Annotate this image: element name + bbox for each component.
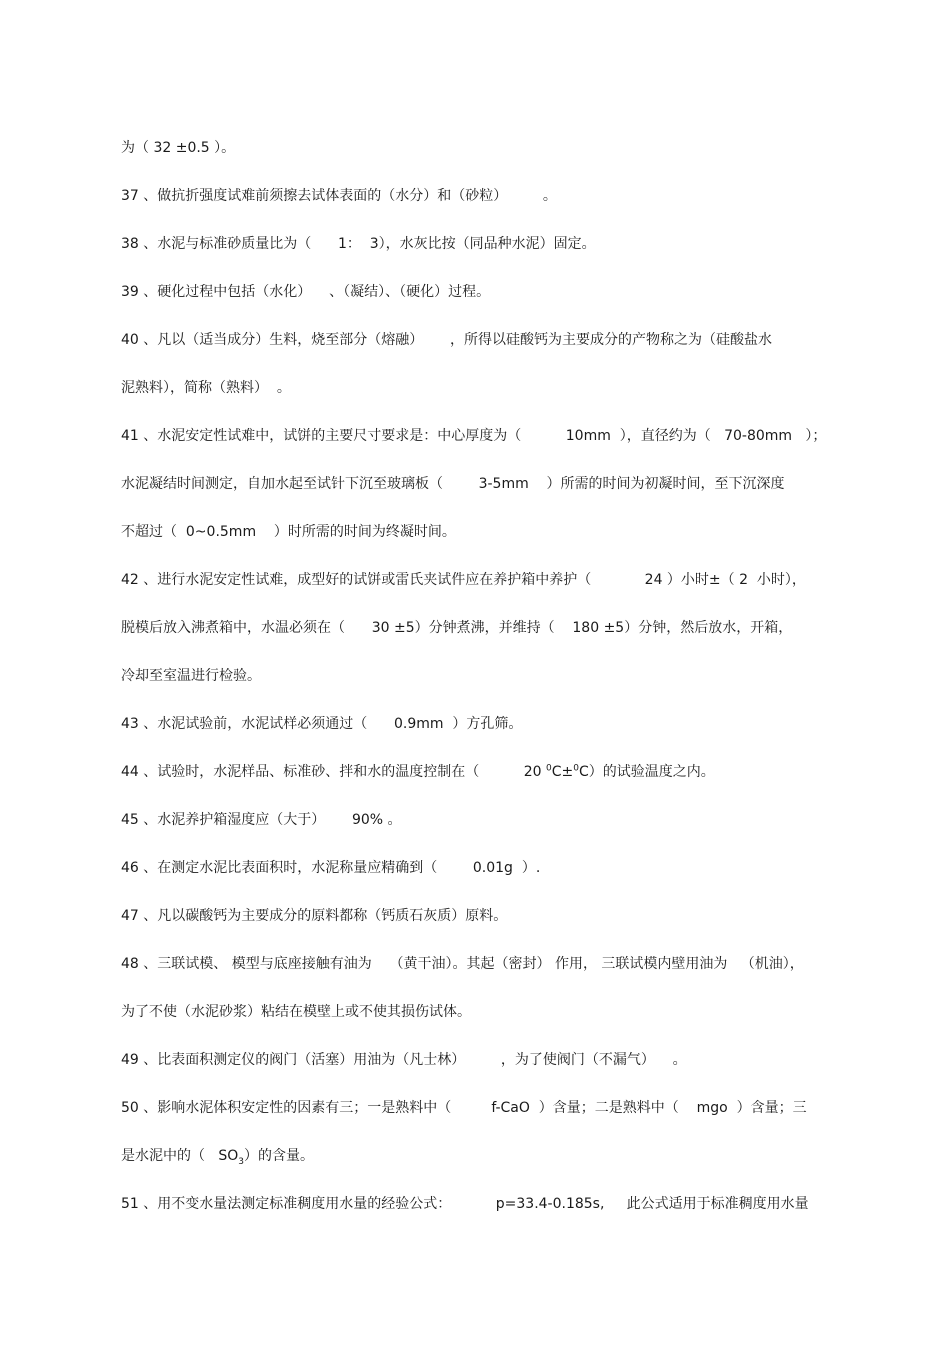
q50-tail: ）的含量。 [244,1148,314,1164]
text-line-41-cont-1: 水泥凝结时间测定，自加水起至试针下沉至玻璃板（ 3-5mm ）所需的时间为初凝时间，至下沉深度 [121,476,785,492]
text-line-42: 42 、进行水泥安定性试难，成型好的试饼或雷氏夹试件应在养护箱中养护（ 24 ）小时±（ 2 小时）， [121,572,806,588]
text-line-50-cont [121,1147,314,1165]
text-line-36-cont: 为（ 32 ±0.5 ）。 [121,140,236,156]
text-line-42-cont-2: 冷却至室温进行检验。 [121,668,261,684]
text-line-42-cont-1: 脱模后放入沸煮箱中，水温必须在（ 30 ±5）分钟煮沸，并维持（ 180 ±5）分钟，然后放水，开箱， [121,620,793,636]
text-line-50: 50 、影响水泥体积安定性的因素有三；一是熟料中（ f-CaO ）含量；二是熟料中（ mgo ）含量；三 [121,1100,807,1116]
text-line-51: 51 、用不变水量法测定标准稠度用水量的经验公式： p=33.4-0.185s, 此公式适用于标准稠度用水量 [121,1196,809,1212]
text-line-41: 41 、水泥安定性试难中，试饼的主要尺寸要求是：中心厚度为（ 10mm ），直径约为（ 70-80mm ）； [121,428,827,444]
q44-mid: C± [551,764,574,780]
text-line-41-cont-2: 不超过（ 0~0.5mm ）时所需的时间为终凝时间。 [121,524,456,540]
text-line-46: 46 、在测定水泥比表面积时，水泥称量应精确到（ 0.01g ）. [121,860,541,876]
q44-degree-sup-2: 0 [573,763,580,774]
q44-tail: C）的试验温度之内。 [579,764,715,780]
text-line-44 [121,763,715,781]
text-line-39: 39 、硬化过程中包括（水化） 、（凝结）、（硬化）过程。 [121,284,491,300]
text-line-40: 40 、凡以（适当成分）生料，烧至部分（熔融） ，所得以硅酸钙为主要成分的产物称之为（硅酸盐水 [121,332,772,348]
text-line-45: 45 、水泥养护箱湿度应（大于） 90% 。 [121,812,402,828]
text-line-48-cont: 为了不使（水泥砂浆）粘结在模壁上或不使其损伤试体。 [121,1004,471,1020]
text-line-49: 49 、比表面积测定仪的阀门（活塞）用油为（凡士林） ，为了使阀门（不漏气） 。 [121,1052,687,1068]
q44-degree-sup-1: 0 [546,763,552,774]
q44-lead: 44 、试验时，水泥样品、标准砂、拌和水的温度控制在（ 20 [121,764,547,780]
text-line-38: 38 、水泥与标准砂质量比为（ 1： 3），水灰比按（同品种水泥）固定。 [121,236,596,252]
text-line-40-cont: 泥熟料），简称（熟料） 。 [121,380,291,396]
q50-lead: 是水泥中的（ SO [121,1148,239,1164]
text-line-47: 47 、凡以碳酸钙为主要成分的原料都称（钙质石灰质）原料。 [121,908,508,924]
text-line-43: 43 、水泥试验前，水泥试样必须通过（ 0.9mm ）方孔筛。 [121,716,523,732]
text-line-37: 37 、做抗折强度试难前须擦去试体表面的（水分）和（砂粒） 。 [121,188,557,204]
text-line-48: 48 、三联试模、 模型与底座接触有油为 （黄干油）。其起（密封） 作用， 三联试模内壁用油为 （机油）， [121,956,804,972]
q50-so3-subscript: 3 [238,1156,244,1167]
